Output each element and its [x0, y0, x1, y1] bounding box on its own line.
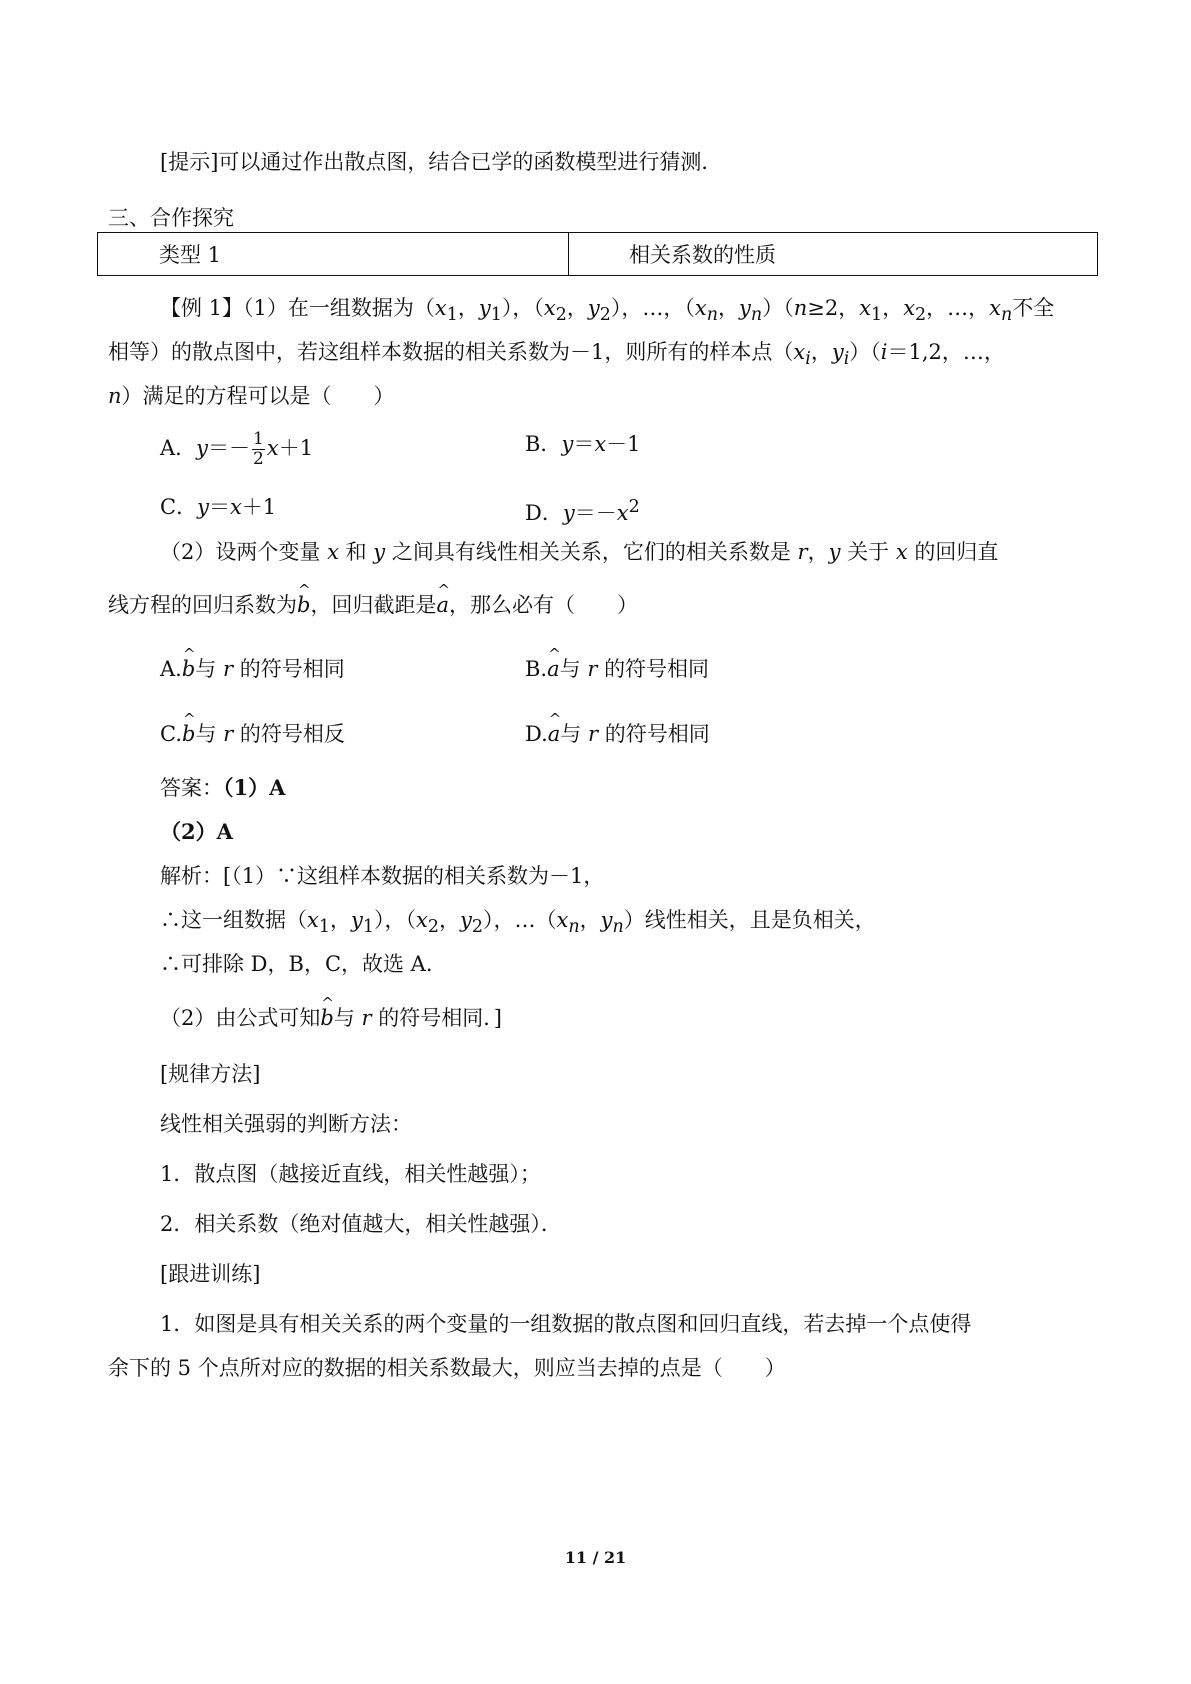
q2-option-c-text: 的符号相反: [239, 722, 345, 746]
option-b-label: B．: [525, 432, 562, 456]
q2-text-b: 和: [345, 540, 367, 564]
q2-option-d: D.^ a与 r 的符号相同: [525, 720, 710, 748]
answer-line1: [160, 774, 285, 802]
q2-option-b: B.^ a与 r 的符号相同: [525, 655, 709, 683]
hint-line: [160, 148, 722, 176]
type-topic: 相关系数的性质: [629, 243, 776, 267]
q2-line2: 线方程的回归系数为^ b，回归截距是^ a，那么必有（ ）: [108, 591, 638, 619]
q2-text-c: 之间具有线性相关关系，它们的相关系数是: [391, 540, 791, 564]
q2-option-a: A.^ b与 r 的符号相同: [160, 655, 345, 683]
option-b: B．y＝x－1: [525, 432, 641, 456]
method-item-2: 2．相关系数（绝对值越大，相关性越强）．: [160, 1212, 562, 1236]
example1-line1: 【例 1】（1）在一组数据为（$x_1$，$y_1$），（$x_2$，$y_2$），…，（$x_n$，$y_n)(n\ge 2$，$x_1$，$x_2$，…，$x_n$不全: [160, 296, 1055, 326]
q2-line2-b: ，回归截距是: [310, 593, 437, 617]
practice-q1-line2: 余下的 5 个点所对应的数据的相关系数最大，则应当去掉的点是（ ）: [108, 1356, 786, 1380]
q2-option-b-text: 的符号相同: [604, 657, 710, 681]
section-title: 三、合作探究: [108, 206, 234, 230]
type-label: 类型 1: [98, 233, 569, 275]
analysis-line3: ∴可排除 D，B，C，故选 A.: [160, 952, 433, 976]
hint-label: [提示]: [160, 150, 219, 174]
option-c-label: C．: [160, 495, 198, 519]
analysis-line4: （2）由公式可知^ b与 r 的符号相同．]: [160, 1004, 502, 1032]
q1-line3-text: ）满足的方程可以是（ ）: [121, 384, 395, 408]
hint-text: 可以通过作出散点图，结合已学的函数模型进行猜测．: [218, 150, 723, 174]
q2-option-a-text: 的符号相同: [239, 657, 345, 681]
q1-line2-text: 相等）的散点图中，若这组样本数据的相关系数为－1，则所有的样本点（: [108, 340, 794, 364]
answer-label: 答案：: [160, 776, 223, 800]
practice-q1-line1: 1．如图是具有相关关系的两个变量的一组数据的散点图和回归直线，若去掉一个点使得: [160, 1312, 972, 1336]
q2-option-a-with: 与: [195, 657, 217, 681]
analysis-line4-b: 与: [333, 1006, 355, 1030]
q2-option-d-with: 与: [560, 722, 582, 746]
q2-text-e: 的回归直: [914, 540, 999, 564]
answer-2: （2）A: [160, 819, 233, 844]
q2-option-b-with: 与: [559, 657, 581, 681]
example1-line3: n）满足的方程可以是（ ）: [108, 384, 395, 408]
practice-title: [跟进训练]: [160, 1262, 261, 1286]
example-label: 【例 1】: [160, 296, 244, 320]
q1-number: （1）: [243, 296, 288, 320]
answer-1: （1）A: [223, 775, 286, 800]
q2-option-c: C.^ b与 r 的符号相反: [160, 720, 345, 748]
q2-line1: （2）设两个变量 x 和 y 之间具有线性相关关系，它们的相关系数是 r，y 关于 x 的回归直: [160, 540, 999, 564]
method-item-1: 1．散点图（越接近直线，相关性越强）；: [160, 1162, 541, 1186]
method-intro: 线性相关强弱的判断方法：: [160, 1112, 412, 1136]
page-number: 11 / 21: [564, 1548, 627, 1567]
analysis-line4-c: 的符号相同．]: [378, 1006, 502, 1030]
type-table: [97, 232, 1098, 276]
fraction-numerator: 1: [253, 429, 264, 449]
option-d-label: D．: [525, 501, 563, 525]
analysis-line2-a: ∴这一组数据（: [160, 908, 307, 932]
option-d: D．$y=-x^2$: [525, 497, 640, 525]
example1-line2: 相等）的散点图中，若这组样本数据的相关系数为－1，则所有的样本点（$x_i$，$y_i)(i=1,2$，…，: [108, 340, 1005, 370]
q2-option-d-text: 的符号相同: [604, 722, 710, 746]
q2-line2-c: ，那么必有（ ）: [448, 593, 638, 617]
analysis-line1: 解析：[（1）∵这组样本数据的相关系数为－1，: [160, 864, 605, 888]
q2-text-d: 关于: [847, 540, 890, 564]
method-title: [规律方法]: [160, 1062, 261, 1086]
analysis-line2-b: 线性相关，且是负相关，: [644, 908, 876, 932]
q2-text-a: （2）设两个变量: [160, 540, 321, 564]
q1-text: 在一组数据为（: [287, 296, 435, 320]
option-a: A．y＝－ $\frac{1}{2}$ x＋1: [160, 429, 314, 469]
fraction-denominator: 2: [253, 449, 264, 469]
q2-line2-a: 线方程的回归系数为: [108, 593, 297, 617]
q2-option-c-with: 与: [195, 722, 217, 746]
option-a-label: A．: [160, 436, 197, 460]
q1-text-end: 不全: [1012, 296, 1055, 320]
fraction: [252, 430, 265, 469]
option-c: C．y＝x＋1: [160, 495, 277, 519]
analysis-line2: ∴这一组数据（$x_1$，$y_1$），（$x_2$，$y_2$），$\dots(x_n$，$y_n$）线性相关，且是负相关，: [160, 908, 876, 938]
analysis-line4-a: （2）由公式可知: [160, 1006, 321, 1030]
